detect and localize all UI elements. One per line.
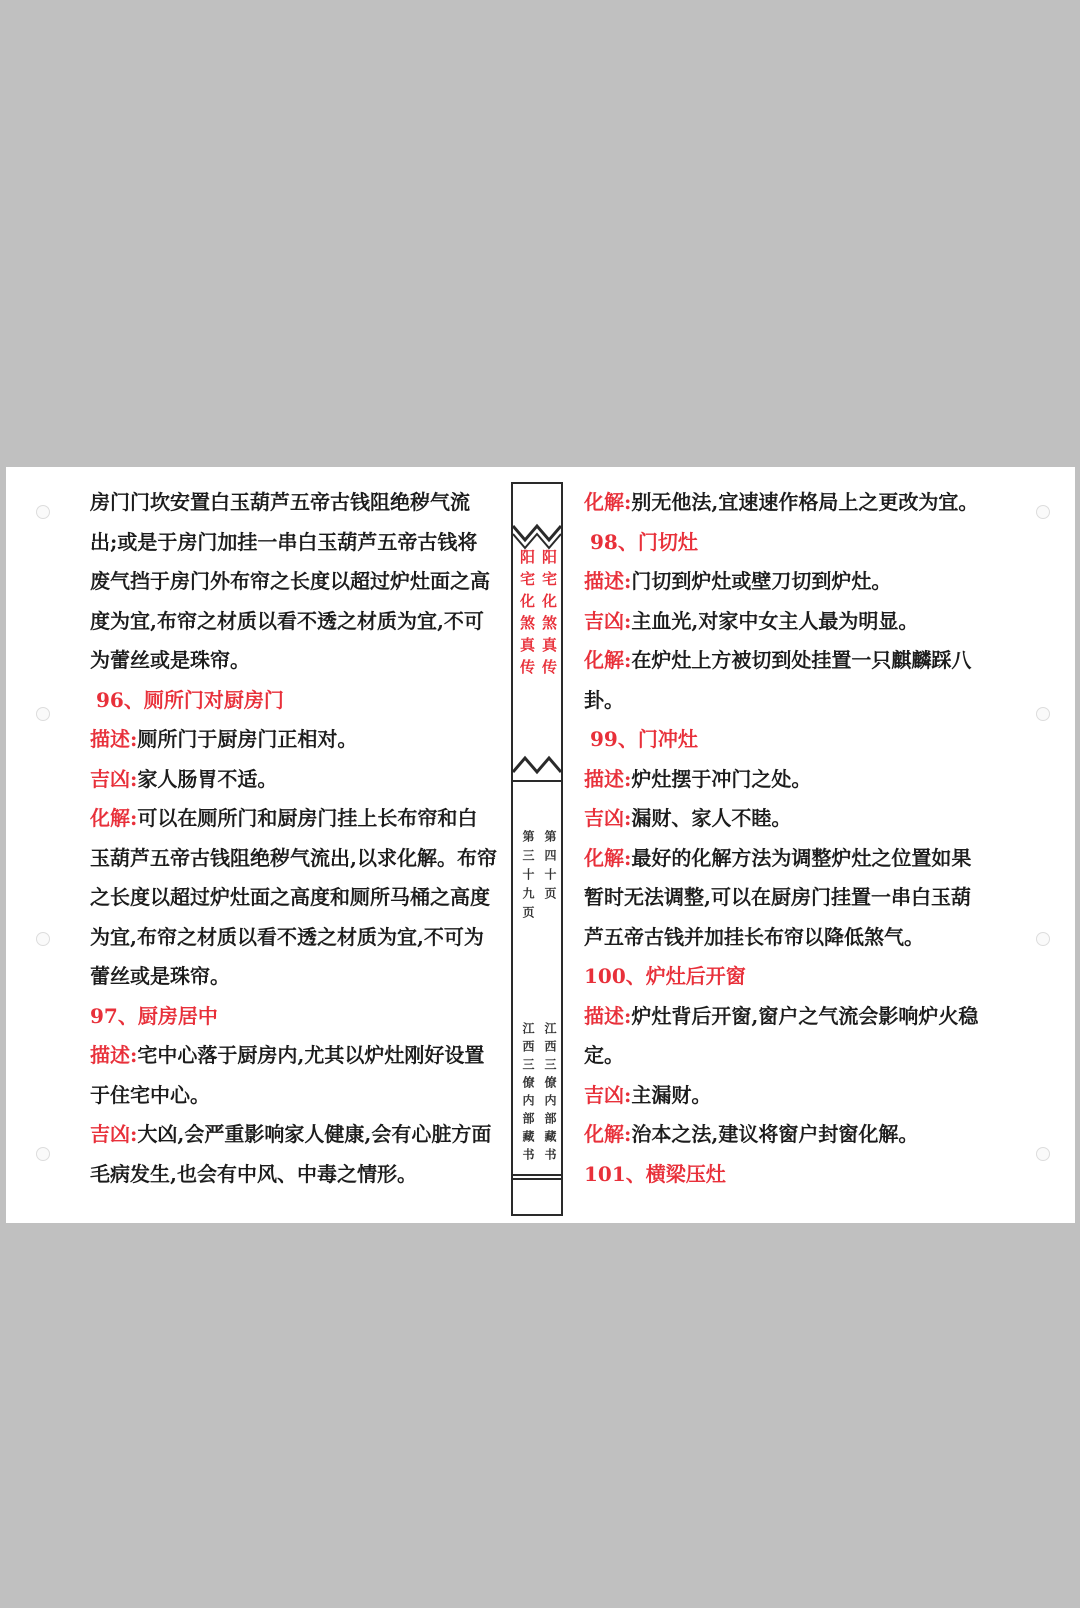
description-96 (90, 726, 508, 766)
spine-rule (513, 1178, 561, 1180)
binding-hole-icon (1036, 1147, 1050, 1161)
text-line: 出;或是于房门加挂一串白玉葫芦五帝古钱将 (90, 529, 478, 554)
spine-rule (513, 1174, 561, 1176)
fortune-label: 吉凶: (90, 1122, 138, 1146)
description-label: 描述: (584, 766, 632, 791)
spine-publisher: 江西三僚内部藏书 (521, 1022, 535, 1166)
description-97 (90, 1042, 508, 1082)
fortune-label: 吉凶: (584, 1082, 632, 1107)
fortune-text: 大凶,会严重影响家人健康,会有心脏方面 (137, 1122, 492, 1146)
text-line: 蕾丝或是珠帘。 (90, 964, 230, 988)
description-99 (584, 766, 1004, 806)
description-text: 炉灶摆于冲门之处。 (631, 766, 812, 791)
fortune-98 (584, 608, 1004, 648)
spine-top-ornament (513, 522, 561, 552)
fortune-label: 吉凶: (90, 766, 138, 791)
book-spine (511, 482, 563, 1216)
left-page (90, 489, 508, 1200)
binding-hole-icon (36, 707, 50, 721)
fortune-text: 主漏财。 (631, 1082, 712, 1107)
binding-hole-icon (1036, 505, 1050, 519)
solution-text: 在炉灶上方被切到处挂置一只麒麟踩八 (631, 648, 972, 672)
fortune-text: 主血光,对家中女主人最为明显。 (631, 608, 919, 633)
fortune-label: 吉凶: (584, 608, 632, 633)
text-line: 卦。 (584, 687, 624, 712)
description-text: 宅中心落于厨房内,尤其以炉灶刚好设置 (137, 1043, 485, 1067)
description-text: 炉灶背后开窗,窗户之气流会影响炉火稳 (631, 1003, 979, 1028)
binding-hole-icon (1036, 707, 1050, 721)
description-label: 描述: (584, 1003, 632, 1028)
binding-hole-icon (36, 1147, 50, 1161)
solution-99 (584, 845, 1004, 885)
section-heading-100: 100、炉灶后开窗 (584, 964, 746, 988)
description-100 (584, 1003, 1004, 1043)
section-heading-96: 96、厕所门对厨房门 (96, 687, 284, 712)
solution-label: 化解: (90, 806, 138, 830)
solution-label: 化解: (584, 1122, 632, 1146)
text-line: 毛病发生,也会有中风、中毒之情形。 (90, 1161, 417, 1186)
right-page (584, 489, 1004, 1200)
text-line: 度为宜,布帘之材质以看不透之材质为宜,不可 (90, 608, 484, 633)
text-line: 芦五帝古钱并加挂长布帘以降低煞气。 (584, 924, 924, 949)
text-line: 为蕾丝或是珠帘。 (90, 648, 250, 672)
solution-label: 化解: (584, 490, 632, 514)
section-heading-101: 101、横梁压灶 (584, 1161, 726, 1186)
binding-hole-icon (36, 932, 50, 946)
spine-publisher: 江西三僚内部藏书 (543, 1022, 557, 1166)
text-line: 定。 (584, 1043, 624, 1067)
solution-97 (584, 489, 1004, 529)
description-label: 描述: (90, 1043, 138, 1067)
fortune-99 (584, 805, 1004, 845)
solution-98 (584, 647, 1004, 687)
description-text: 厕所门于厨房门正相对。 (137, 727, 358, 751)
solution-text: 别无他法,宜速速作格局上之更改为宜。 (631, 490, 979, 514)
binding-hole-icon (1036, 932, 1050, 946)
fortune-text: 漏财、家人不睦。 (631, 806, 792, 830)
fortune-100 (584, 1082, 1004, 1122)
spine-title: 阳宅化煞真传 (518, 549, 536, 681)
text-line: 房门门坎安置白玉葫芦五帝古钱阻绝秽气流 (90, 490, 470, 514)
section-heading-99: 99、门冲灶 (590, 727, 698, 751)
book-spread (6, 467, 1075, 1223)
spine-rule (513, 780, 561, 782)
fortune-97 (90, 1121, 508, 1161)
solution-label: 化解: (584, 648, 632, 672)
spine-page-number: 第三十九页 (521, 830, 535, 925)
text-line: 废气挡于房门外布帘之长度以超过炉灶面之高 (90, 569, 490, 593)
fortune-label: 吉凶: (584, 806, 632, 830)
spine-bottom-ornament (513, 754, 561, 776)
text-line: 玉葫芦五帝古钱阻绝秽气流出,以求化解。布帘 (90, 845, 497, 870)
section-heading-98: 98、门切灶 (590, 529, 698, 554)
solution-text: 最好的化解方法为调整炉灶之位置如果 (631, 845, 972, 870)
solution-label: 化解: (584, 845, 632, 870)
section-heading-97: 97、厨房居中 (90, 1003, 218, 1028)
solution-text: 可以在厕所门和厨房门挂上长布帘和白 (137, 806, 478, 830)
text-line: 暂时无法调整,可以在厨房门挂置一串白玉葫 (584, 885, 971, 909)
description-text: 门切到炉灶或壁刀切到炉灶。 (631, 569, 892, 593)
solution-96 (90, 805, 508, 845)
spine-title: 阳宅化煞真传 (540, 549, 558, 681)
description-label: 描述: (90, 727, 138, 751)
fortune-text: 家人肠胃不适。 (137, 766, 278, 791)
binding-hole-icon (36, 505, 50, 519)
description-98 (584, 568, 1004, 608)
text-line: 于住宅中心。 (90, 1082, 210, 1107)
text-line: 为宜,布帘之材质以看不透之材质为宜,不可为 (90, 924, 484, 949)
solution-100 (584, 1121, 1004, 1161)
text-line: 之长度以超过炉灶面之高度和厕所马桶之高度 (90, 885, 490, 909)
description-label: 描述: (584, 569, 632, 593)
solution-text: 治本之法,建议将窗户封窗化解。 (631, 1122, 919, 1146)
fortune-96 (90, 766, 508, 806)
spine-page-number: 第四十页 (543, 830, 557, 906)
